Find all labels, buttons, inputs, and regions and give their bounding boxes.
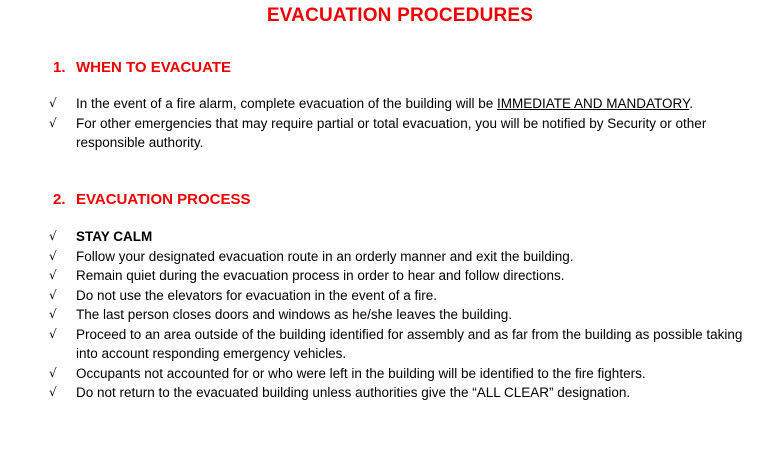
- section-title: EVACUATION PROCESS: [76, 191, 251, 208]
- item-text: The last person closes doors and windows as he/she leaves the building.: [76, 307, 513, 322]
- checkmark-icon: √: [49, 365, 57, 380]
- item-text: Remain quiet during the evacuation process in order to hear and follow directions.: [76, 268, 565, 283]
- list-item: [49, 247, 749, 267]
- checkmark-icon: √: [49, 326, 57, 341]
- item-text-end: .: [689, 96, 694, 111]
- item-text-underlined: IMMEDIATE AND MANDATORY: [497, 96, 690, 111]
- checkmark-icon: √: [49, 307, 57, 321]
- item-text-stay-calm: STAY CALM: [76, 229, 153, 244]
- item-text: For other emergencies that may require partial or total evacuation, you will be notified by Security or other responsible authority.: [76, 115, 707, 150]
- checkmark-icon: √: [49, 229, 57, 243]
- item-text: Proceed to an area outside of the building identified for assembly and as far from the building as possible taking into account responding emergency vehicles.: [76, 326, 743, 361]
- item-text: Occupants not accounted for or who were left in the building will be identified to the fire fighters.: [76, 365, 646, 381]
- section-heading-evacuation-process: [53, 191, 250, 208]
- when-to-evacuate-list: [49, 94, 749, 153]
- section-heading-when-to-evacuate: [53, 59, 231, 76]
- item-text: In the event of a fire alarm, complete evacuation of the building will be: [76, 96, 497, 111]
- list-item: [49, 94, 749, 114]
- section-title: WHEN TO EVACUATE: [76, 59, 232, 76]
- list-item: [49, 227, 749, 247]
- list-item: [49, 325, 749, 364]
- section-number: 1.: [53, 59, 66, 76]
- item-text: Do not return to the evacuated building unless authorities give the “ALL CLEAR” designation.: [76, 385, 631, 400]
- checkmark-icon: √: [49, 268, 57, 282]
- checkmark-icon: √: [49, 385, 57, 399]
- list-item: [49, 114, 749, 153]
- list-item: [49, 383, 749, 403]
- checkmark-icon: √: [49, 96, 57, 110]
- page-title: EVACUATION PROCEDURES: [266, 5, 534, 26]
- checkmark-icon: √: [49, 287, 57, 302]
- checkmark-icon: √: [49, 115, 57, 130]
- item-text: Do not use the elevators for evacuation in the event of a fire.: [76, 287, 437, 303]
- checkmark-icon: √: [49, 248, 57, 263]
- list-item: [49, 364, 749, 384]
- item-text: Follow your designated evacuation route in an orderly manner and exit the building.: [76, 248, 574, 264]
- list-item: [49, 266, 749, 286]
- list-item: [49, 305, 749, 325]
- evacuation-process-list: [49, 227, 749, 403]
- section-number: 2.: [53, 191, 66, 208]
- list-item: [49, 286, 749, 306]
